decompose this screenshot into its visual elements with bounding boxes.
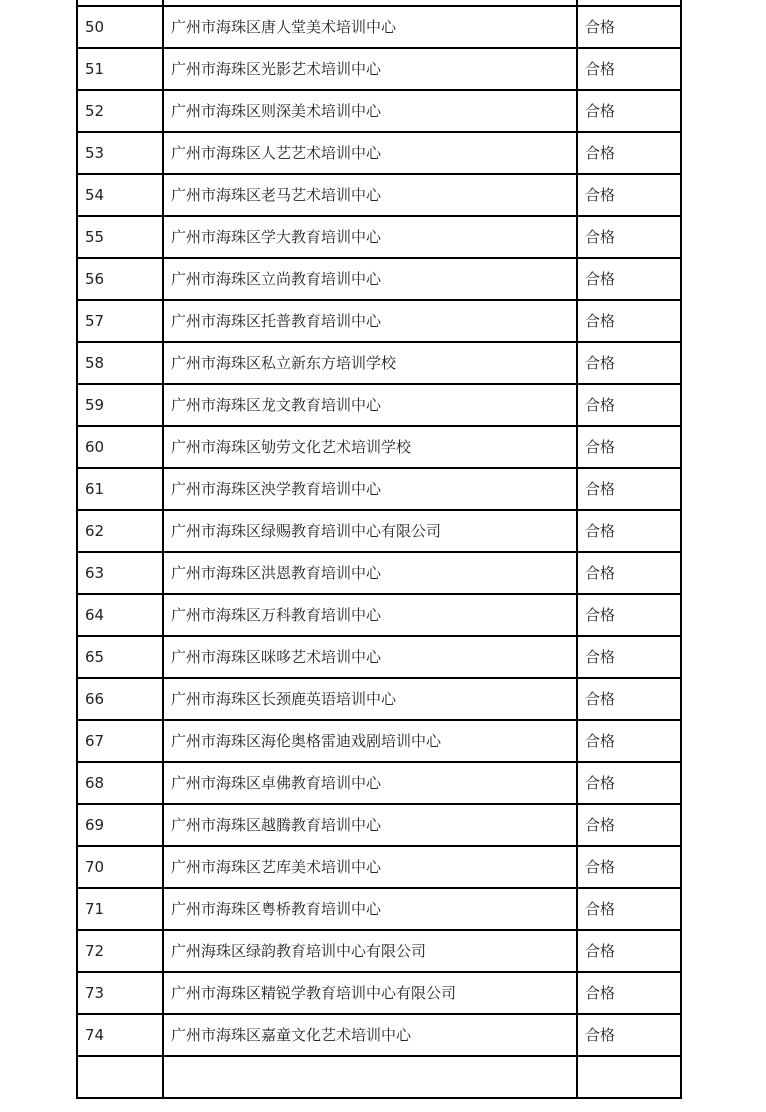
table-row — [77, 48, 681, 90]
row-number-cell: 71 — [77, 888, 163, 930]
institution-name-cell: 广州市海珠区洪恩教育培训中心 — [163, 552, 577, 594]
row-number-cell: 69 — [77, 804, 163, 846]
table-row — [77, 6, 681, 48]
table-row — [77, 300, 681, 342]
result-cell: 合格 — [577, 384, 681, 426]
result-cell: 合格 — [577, 552, 681, 594]
institution-name-cell: 广州市海珠区粤桥教育培训中心 — [163, 888, 577, 930]
institution-name-cell: 广州市海珠区学大教育培训中心 — [163, 216, 577, 258]
institution-name-cell: 广州市海珠区光影艺术培训中心 — [163, 48, 577, 90]
table-row — [77, 636, 681, 678]
table-row — [77, 552, 681, 594]
table-row — [77, 342, 681, 384]
table-row — [77, 216, 681, 258]
row-number-cell: 59 — [77, 384, 163, 426]
row-number-cell: 60 — [77, 426, 163, 468]
result-cell: 合格 — [577, 468, 681, 510]
institution-name-cell: 广州市海珠区私立新东方培训学校 — [163, 342, 577, 384]
result-cell: 合格 — [577, 174, 681, 216]
institution-name-cell: 广州市海珠区人艺艺术培训中心 — [163, 132, 577, 174]
table-row — [77, 888, 681, 930]
table-row — [77, 174, 681, 216]
row-number-cell: 55 — [77, 216, 163, 258]
result-cell: 合格 — [577, 6, 681, 48]
row-number-cell: 54 — [77, 174, 163, 216]
result-cell: 合格 — [577, 510, 681, 552]
table-row — [77, 678, 681, 720]
institution-name-cell: 广州市海珠区卓佛教育培训中心 — [163, 762, 577, 804]
institution-name-cell: 广州市海珠区咪哆艺术培训中心 — [163, 636, 577, 678]
result-cell: 合格 — [577, 594, 681, 636]
result-cell: 合格 — [577, 216, 681, 258]
table-row — [77, 258, 681, 300]
institution-name-cell: 广州市海珠区万科教育培训中心 — [163, 594, 577, 636]
result-cell: 合格 — [577, 258, 681, 300]
row-number-cell: 63 — [77, 552, 163, 594]
result-cell: 合格 — [577, 804, 681, 846]
row-number-cell: 53 — [77, 132, 163, 174]
row-number-cell: 65 — [77, 636, 163, 678]
result-cell: 合格 — [577, 720, 681, 762]
institution-name-cell: 广州市海珠区立尚教育培训中心 — [163, 258, 577, 300]
row-number-cell: 50 — [77, 6, 163, 48]
row-number-cell: 58 — [77, 342, 163, 384]
table-row — [77, 426, 681, 468]
row-number-cell: 68 — [77, 762, 163, 804]
result-cell: 合格 — [577, 90, 681, 132]
row-number-cell: 72 — [77, 930, 163, 972]
table-row — [77, 972, 681, 1014]
table-row — [77, 930, 681, 972]
result-cell: 合格 — [577, 132, 681, 174]
institution-name-cell: 广州市海珠区则深美术培训中心 — [163, 90, 577, 132]
table-row — [77, 510, 681, 552]
result-cell: 合格 — [577, 342, 681, 384]
results-table-body — [77, 0, 681, 1098]
table-row — [77, 132, 681, 174]
institution-name-cell: 广州市海珠区唐人堂美术培训中心 — [163, 6, 577, 48]
institution-name-cell: 广州市海珠区艺库美术培训中心 — [163, 846, 577, 888]
institution-name-cell: 广州市海珠区绿赐教育培训中心有限公司 — [163, 510, 577, 552]
table-row — [77, 594, 681, 636]
institution-name-cell: 广州市海珠区泱学教育培训中心 — [163, 468, 577, 510]
result-cell: 合格 — [577, 972, 681, 1014]
table-row — [77, 468, 681, 510]
result-cell: 合格 — [577, 762, 681, 804]
row-number-cell — [77, 1056, 163, 1098]
result-cell: 合格 — [577, 300, 681, 342]
result-cell: 合格 — [577, 930, 681, 972]
result-cell — [577, 1056, 681, 1098]
institution-name-cell: 广州市海珠区龙文教育培训中心 — [163, 384, 577, 426]
table-row — [77, 804, 681, 846]
row-number-cell: 64 — [77, 594, 163, 636]
table-row — [77, 90, 681, 132]
result-cell: 合格 — [577, 426, 681, 468]
institution-name-cell: 广州市海珠区老马艺术培训中心 — [163, 174, 577, 216]
institution-name-cell: 广州市海珠区托普教育培训中心 — [163, 300, 577, 342]
row-number-cell: 70 — [77, 846, 163, 888]
institution-name-cell — [163, 1056, 577, 1098]
table-row — [77, 384, 681, 426]
row-number-cell: 57 — [77, 300, 163, 342]
results-table-container — [76, 0, 682, 1099]
result-cell: 合格 — [577, 636, 681, 678]
results-table — [76, 0, 682, 1099]
result-cell: 合格 — [577, 678, 681, 720]
table-row — [77, 846, 681, 888]
result-cell: 合格 — [577, 48, 681, 90]
result-cell: 合格 — [577, 1014, 681, 1056]
table-row — [77, 1056, 681, 1098]
row-number-cell: 62 — [77, 510, 163, 552]
table-row — [77, 720, 681, 762]
institution-name-cell: 广州市海珠区越腾教育培训中心 — [163, 804, 577, 846]
institution-name-cell: 广州市海珠区海伦奥格雷迪戏剧培训中心 — [163, 720, 577, 762]
row-number-cell: 51 — [77, 48, 163, 90]
institution-name-cell: 广州市海珠区劬劳文化艺术培训学校 — [163, 426, 577, 468]
institution-name-cell: 广州海珠区绿韵教育培训中心有限公司 — [163, 930, 577, 972]
result-cell: 合格 — [577, 888, 681, 930]
row-number-cell: 73 — [77, 972, 163, 1014]
row-number-cell: 66 — [77, 678, 163, 720]
table-row — [77, 1014, 681, 1056]
institution-name-cell: 广州市海珠区嘉童文化艺术培训中心 — [163, 1014, 577, 1056]
institution-name-cell: 广州市海珠区精锐学教育培训中心有限公司 — [163, 972, 577, 1014]
table-row — [77, 762, 681, 804]
row-number-cell: 56 — [77, 258, 163, 300]
result-cell: 合格 — [577, 846, 681, 888]
row-number-cell: 61 — [77, 468, 163, 510]
row-number-cell: 74 — [77, 1014, 163, 1056]
institution-name-cell: 广州市海珠区长颈鹿英语培训中心 — [163, 678, 577, 720]
row-number-cell: 67 — [77, 720, 163, 762]
row-number-cell: 52 — [77, 90, 163, 132]
